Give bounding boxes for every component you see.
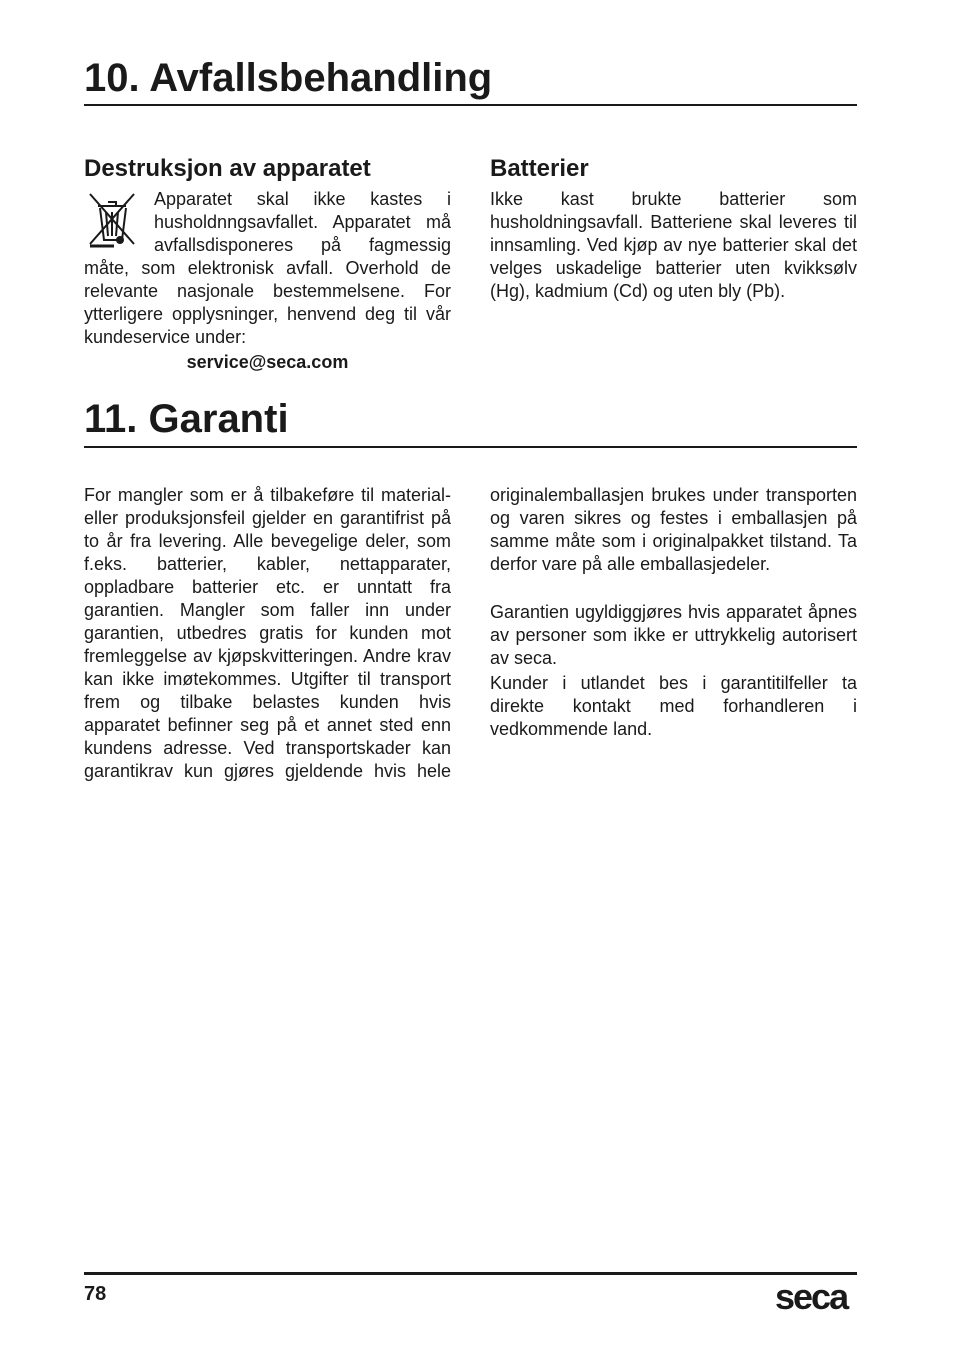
section-title-waste: 10. Avfallsbehandling <box>84 56 493 100</box>
destruction-column <box>84 188 451 374</box>
warranty-text-continuation <box>490 484 857 599</box>
seca-logo-text: seca <box>775 1278 848 1314</box>
batteries-column <box>490 188 857 303</box>
batteries-text: Ikke kast brukte batterier som husholdningsavfall. Batteriene skal leveres til innsamling. Ved kjøp av nye batterier skal det velges uskadelige batterier uten kvikksølv (Hg), kadmium (Cd) og uten bly (Pb). <box>490 189 857 301</box>
seca-logo <box>775 1278 858 1314</box>
destruction-text: Apparatet skal ikke kastes i husholdnngsavfallet. Apparatet må avfallsdisponeres på fagmessig måte, som elektronisk avfall. Overhold de relevante nasjonale bestemmelsene. For ytterligere opplysninger, henvend deg til vår kundeservice under: <box>84 189 451 347</box>
warranty-column-left <box>84 484 451 783</box>
warranty-abroad-text: Kunder i utlandet bes i garantitilfeller ta direkte kontakt med forhandleren i vedkommende land. <box>490 673 857 739</box>
warranty-column-right <box>490 484 857 741</box>
service-email: service@seca.com <box>186 352 349 372</box>
footer-rule <box>84 1272 857 1275</box>
section-title-warranty: 11. Garanti <box>84 397 289 441</box>
crossed-out-wheelie-bin-icon <box>84 190 140 248</box>
warranty-text-part2: originalemballasjen brukes under transporten og varen sikres og festes i emballasjen på samme måte som i originalpakket tilstand. Ta derfor vare på alle emballasjedeler. <box>490 485 857 574</box>
destruction-heading: Destruksjon av apparatet <box>84 155 371 182</box>
title-rule <box>84 104 857 106</box>
page-number: 78 <box>84 1283 107 1305</box>
title-rule <box>84 446 857 448</box>
warranty-void-text: Garantien ugyldiggjøres hvis apparatet åpnes av personer som ikke er uttrykkelig autorisert av seca. <box>490 602 857 668</box>
warranty-text-part1: For mangler som er å tilbakeføre til material- eller produksjonsfeil gjelder en garantifrist på to år fra levering. Alle bevegelige deler, som f.eks. batterier, kabler, nettapparater, oppladbare batterier etc. er unntatt fra garantien. Mangler som faller inn under garantien, utbedres gratis for kunden mot fremleggelse av kjøpskvitteringen. Andre krav kan ikke imøtekommes. Utgifter til transport frem og tilbake belastes kunden hvis apparatet befinner seg på et annet sted enn kundens adresse. Ved transportskader kan garantikrav kun gjøres gjeldende hvis hele <box>84 485 451 781</box>
batteries-heading: Batterier <box>490 155 589 182</box>
